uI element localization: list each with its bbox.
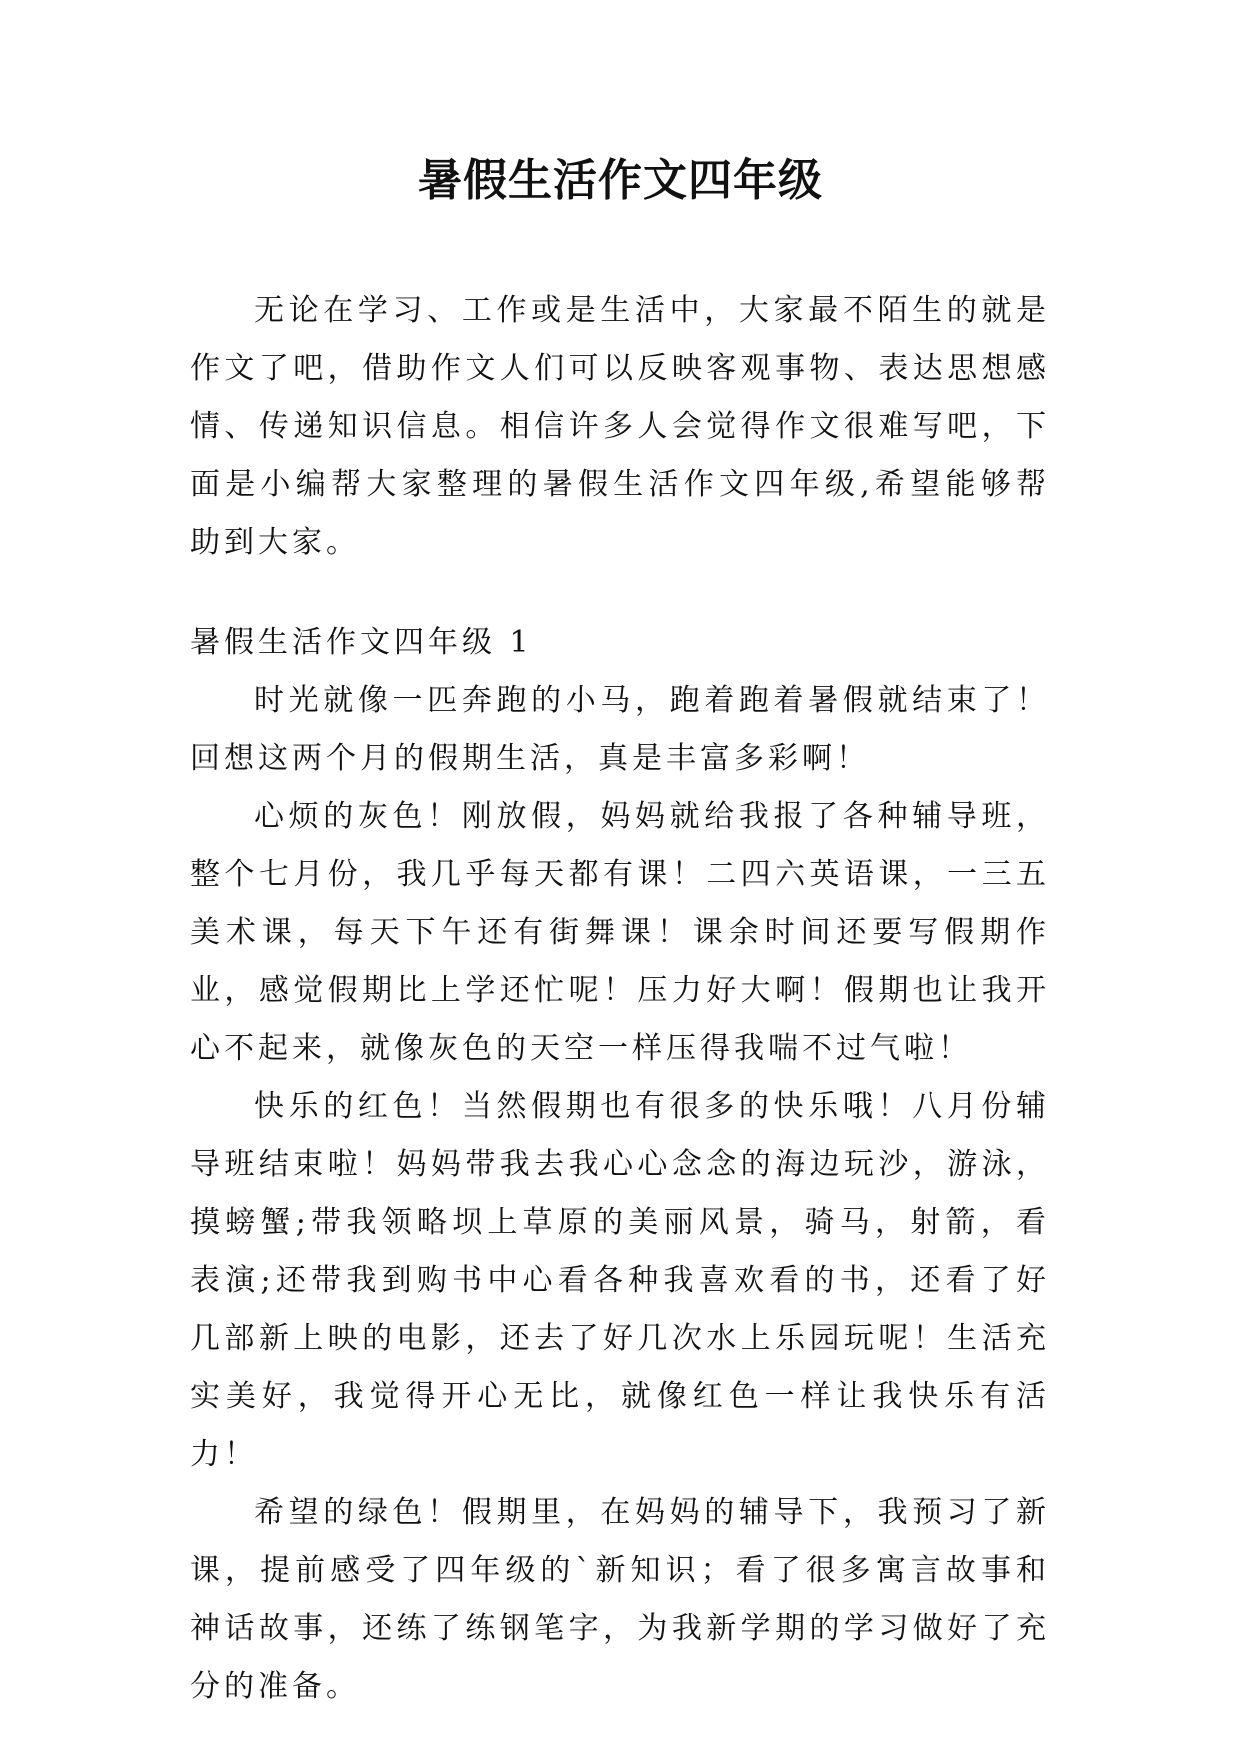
body-paragraph: 心烦的灰色！刚放假，妈妈就给我报了各种辅导班，整个七月份，我几乎每天都有课！二四六英语课，一三五美术课，每天下午还有街舞课！课余时间还要写假期作业，感觉假期比上学还忙呢！压力好大啊！假期也让我开心不起来，就像灰色的天空一样压得我喘不过气啦！ (190, 799, 1050, 1066)
body-paragraph: 希望的绿色！假期里，在妈妈的辅导下，我预习了新课，提前感受了四年级的`新知识；看了很多寓言故事和神话故事，还练了练钢笔字，为我新学期的学习做好了充分的准备。 (190, 1495, 1050, 1704)
intro-paragraph: 无论在学习、工作或是生活中，大家最不陌生的就是作文了吧，借助作文人们可以反映客观事物、表达思想感情、传递知识信息。相信许多人会觉得作文很难写吧，下面是小编帮大家整理的暑假生活作文四年级,希望能够帮助到大家。 (190, 293, 1050, 560)
body-paragraph: 时光就像一匹奔跑的小马，跑着跑着暑假就结束了！回想这两个月的假期生活，真是丰富多彩啊！ (190, 683, 1050, 776)
body-paragraph: 快乐的红色！当然假期也有很多的快乐哦！八月份辅导班结束啦！妈妈带我去我心心念念的海边玩沙，游泳，摸螃蟹;带我领略坝上草原的美丽风景，骑马，射箭，看表演;还带我到购书中心看各种我喜欢看的书，还看了好几部新上映的电影，还去了好几次水上乐园玩呢！生活充实美好，我觉得开心无比，就像红色一样让我快乐有活力！ (190, 1089, 1050, 1472)
document-title: 暑假生活作文四年级 (418, 155, 823, 206)
document-body (190, 282, 1050, 1716)
section-heading: 暑假生活作文四年级 1 (190, 625, 533, 660)
